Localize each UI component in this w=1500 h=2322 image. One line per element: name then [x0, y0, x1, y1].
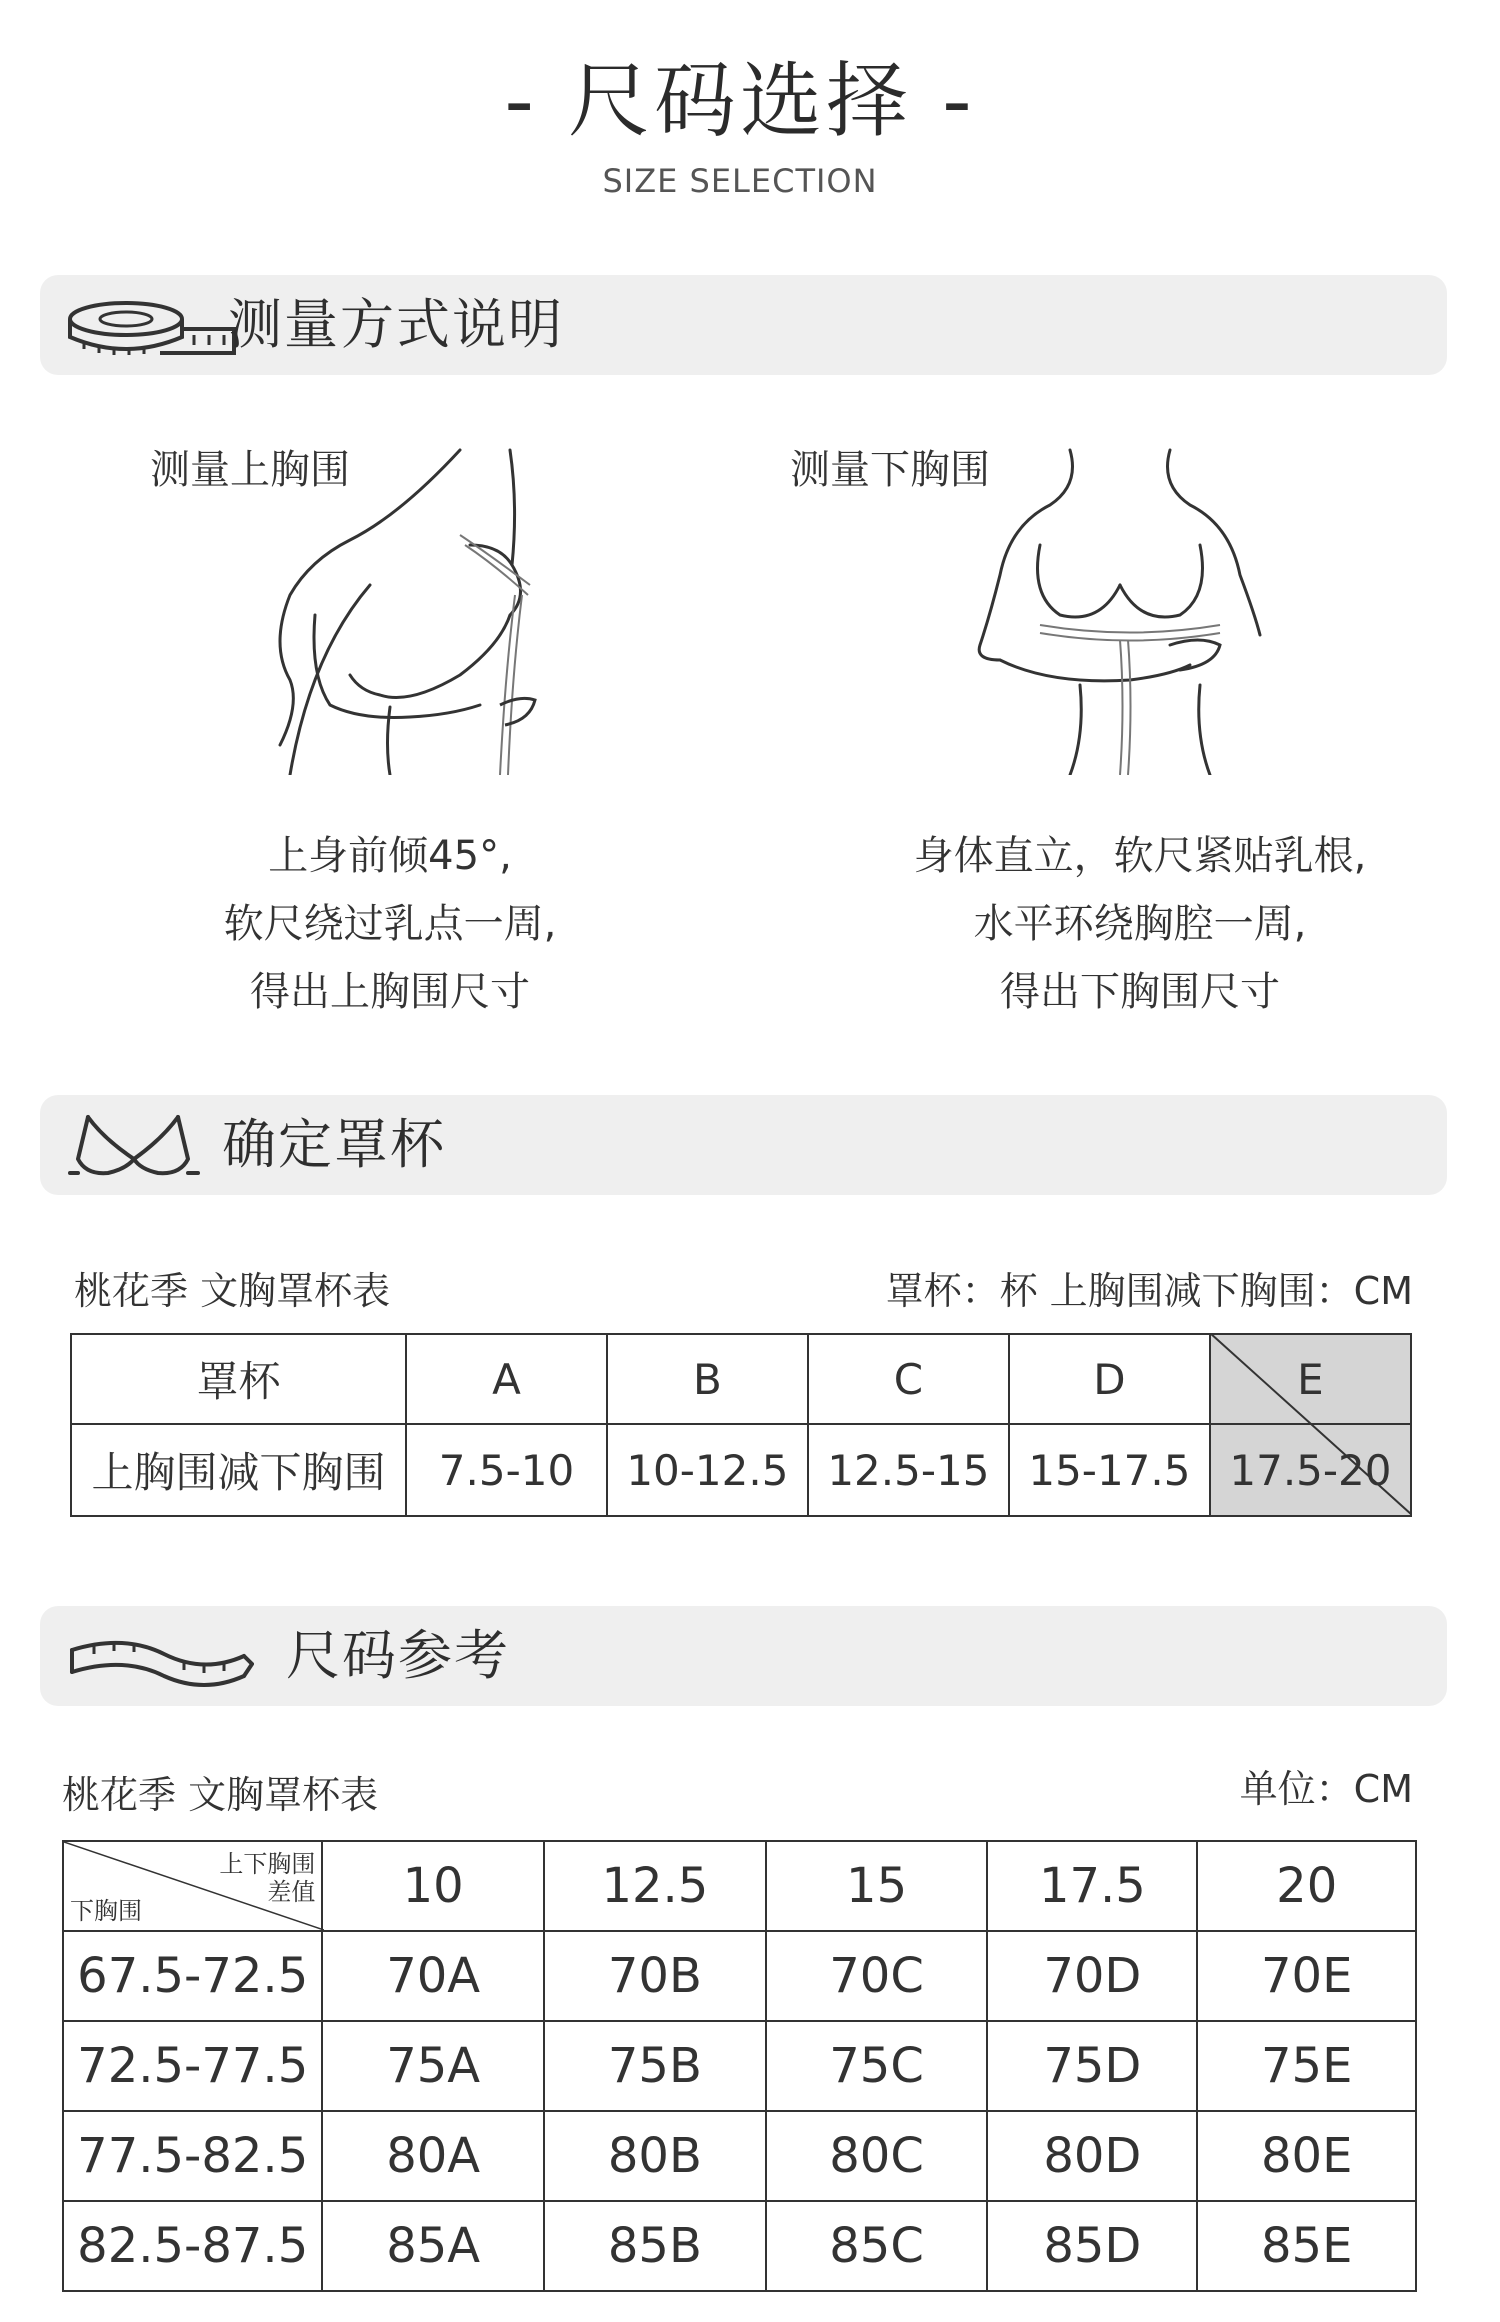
cup-section-title: 确定罩杯 [222, 1113, 446, 1176]
cup-section-header [40, 1095, 1447, 1195]
diff-cell: 12.5-15 [808, 1424, 1009, 1516]
table-row [63, 2111, 1416, 2201]
size-cell: 80B [544, 2111, 766, 2201]
size-cell: 75C [766, 2021, 988, 2111]
cup-table-title: 桃花季 文胸罩杯表 [74, 1269, 391, 1313]
size-cell: 85A [322, 2201, 544, 2291]
size-cell: 75B [544, 2021, 766, 2111]
size-cell: 80E [1197, 2111, 1416, 2201]
measure-section-header [40, 275, 1447, 375]
corner-cell [63, 1841, 322, 1931]
size-cell: 70C [766, 1931, 988, 2021]
size-section-title: 尺码参考 [286, 1624, 510, 1687]
diff-row-header: 上胸围减下胸围 [71, 1424, 406, 1516]
corner-label-bottom: 下胸围 [70, 1897, 142, 1925]
column-header: 10 [322, 1841, 544, 1931]
corner-label-mid: 差值 [267, 1878, 316, 1906]
under-desc-line-1: 身体直立，软尺紧贴乳根, [913, 833, 1367, 879]
size-cell: 85D [987, 2201, 1197, 2291]
under-bust-instructions [830, 822, 1450, 1026]
size-cell: 75E [1197, 2021, 1416, 2111]
under-desc-line-3: 得出下胸围尺寸 [1000, 969, 1280, 1015]
upper-bust-instructions [120, 822, 660, 1026]
size-section-header [40, 1606, 1447, 1706]
size-cell: 70D [987, 1931, 1197, 2021]
size-table [62, 1840, 1417, 2292]
size-cell: 70B [544, 1931, 766, 2021]
size-table-unit: 单位：CM [1239, 1767, 1413, 1811]
table-row [63, 2021, 1416, 2111]
size-cell: 85E [1197, 2201, 1416, 2291]
size-cell: 70A [322, 1931, 544, 2021]
under-bust-range: 77.5-82.5 [63, 2111, 322, 2201]
cup-cell-highlighted: E [1210, 1334, 1411, 1424]
under-bust-range: 72.5-77.5 [63, 2021, 322, 2111]
page-title: - 尺码选择 - [504, 54, 976, 149]
size-cell: 75A [322, 2021, 544, 2111]
cup-cell: D [1009, 1334, 1210, 1424]
cup-row-header: 罩杯 [71, 1334, 406, 1424]
upper-desc-line-2: 软尺绕过乳点一周, [223, 901, 557, 947]
table-row [63, 1931, 1416, 2021]
size-cell: 80A [322, 2111, 544, 2201]
under-bust-illustration [970, 445, 1280, 775]
column-header: 15 [766, 1841, 988, 1931]
column-header: 17.5 [987, 1841, 1197, 1931]
column-header: 20 [1197, 1841, 1416, 1931]
upper-bust-label: 测量上胸围 [150, 447, 350, 493]
table-row [63, 2201, 1416, 2291]
under-bust-range: 82.5-87.5 [63, 2201, 322, 2291]
cup-table-note: 罩杯：杯 上胸围减下胸围：CM [885, 1269, 1413, 1313]
cup-cell: C [808, 1334, 1009, 1424]
size-cell: 75D [987, 2021, 1197, 2111]
diff-cell: 10-12.5 [607, 1424, 808, 1516]
diagonal-strike-line [1210, 1333, 1412, 1515]
under-bust-label: 测量下胸围 [790, 447, 990, 493]
upper-bust-illustration [250, 445, 580, 775]
column-header: 12.5 [544, 1841, 766, 1931]
cup-cell: A [406, 1334, 607, 1424]
size-cell: 85C [766, 2201, 988, 2291]
under-bust-range: 67.5-72.5 [63, 1931, 322, 2021]
upper-desc-line-3: 得出上胸围尺寸 [250, 969, 530, 1015]
measuring-tape-icon [64, 1620, 254, 1692]
tape-measure-icon [64, 289, 254, 361]
corner-label-top: 上下胸围 [219, 1850, 316, 1878]
measure-section-title: 测量方式说明 [228, 293, 564, 356]
upper-desc-line-1: 上身前倾45°, [268, 833, 512, 879]
size-header-row [63, 1841, 1416, 1931]
page-subtitle: SIZE SELECTION [602, 162, 878, 200]
size-cell: 80C [766, 2111, 988, 2201]
under-desc-line-2: 水平环绕胸腔一周, [973, 901, 1307, 947]
size-cell: 85B [544, 2201, 766, 2291]
diff-cell: 7.5-10 [406, 1424, 607, 1516]
size-cell: 80D [987, 2111, 1197, 2201]
diff-cell: 15-17.5 [1009, 1424, 1210, 1516]
cup-cell: B [607, 1334, 808, 1424]
size-table-title: 桃花季 文胸罩杯表 [62, 1773, 379, 1817]
size-cell: 70E [1197, 1931, 1416, 2021]
diff-cell-highlighted: 17.5-20 [1210, 1424, 1411, 1516]
